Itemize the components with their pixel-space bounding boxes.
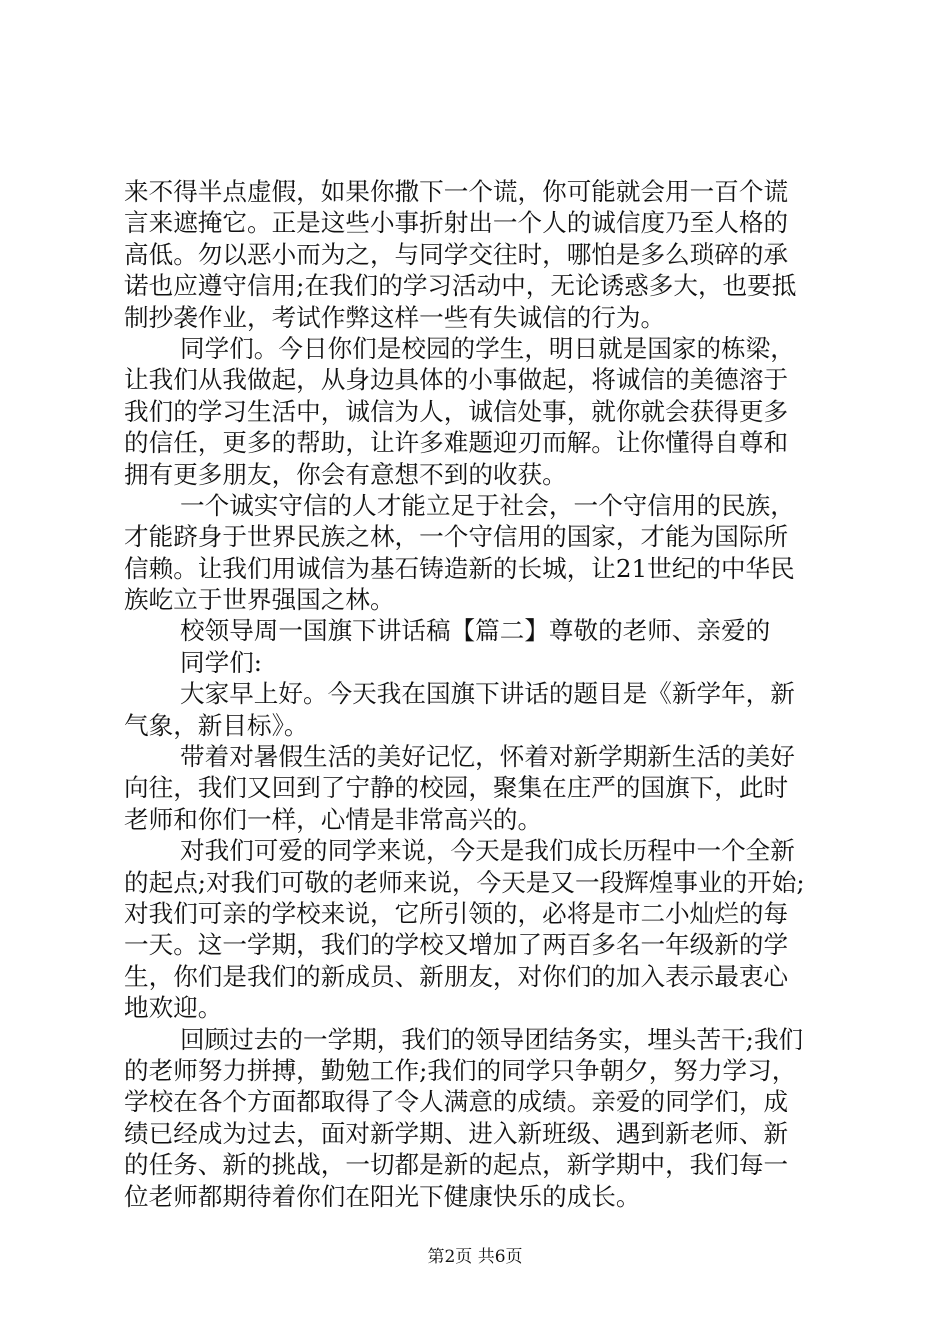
text-line: 的任务、新的挑战，一切都是新的起点，新学期中，我们每一 — [124, 1150, 789, 1180]
text-line: 高低。勿以恶小而为之，与同学交往时，哪怕是多么琐碎的承 — [124, 239, 789, 269]
text-line: 的信任，更多的帮助，让许多难题迎刃而解。让你懂得自尊和 — [124, 428, 789, 458]
text-line: 诺也应遵守信用;在我们的学习活动中，无论诱惑多大，也要抵 — [124, 271, 797, 301]
text-line: 回顾过去的一学期，我们的领导团结务实，埋头苦干;我们 — [180, 1024, 804, 1054]
text-line: 地欢迎。 — [124, 993, 223, 1023]
text-line: 学校在各个方面都取得了令人满意的成绩。亲爱的同学们，成 — [124, 1087, 789, 1117]
text-line: 让我们从我做起，从身边具体的小事做起，将诚信的美德溶于 — [124, 365, 789, 395]
text-line: 言来遮掩它。正是这些小事折射出一个人的诚信度乃至人格的 — [124, 208, 789, 238]
text-line: 一个诚实守信的人才能立足于社会，一个守信用的民族， — [180, 490, 795, 520]
salutation-line: 同学们: — [180, 647, 263, 677]
text-line: 位老师都期待着你们在阳光下健康快乐的成长。 — [124, 1181, 641, 1211]
text-line: 对我们可爱的同学来说，今天是我们成长历程中一个全新 — [180, 836, 795, 866]
text-line: 的老师努力拼搏，勤勉工作;我们的同学只争朝夕，努力学习， — [124, 1055, 797, 1085]
text-line: 绩已经成为过去，面对新学期、进入新班级、遇到新老师、新 — [124, 1118, 789, 1148]
text-line: 才能跻身于世界民族之林，一个守信用的国家，才能为国际所 — [124, 522, 789, 552]
text-line: 一天。这一学期，我们的学校又增加了两百多名一年级新的学 — [124, 930, 789, 960]
text-line: 生，你们是我们的新成员、新朋友，对你们的加入表示最衷心 — [124, 961, 789, 991]
text-line: 来不得半点虚假，如果你撒下一个谎，你可能就会用一百个谎 — [124, 177, 789, 206]
body-text — [124, 176, 844, 1212]
section-heading-line: 校领导周一国旗下讲话稿【篇二】尊敬的老师、亲爱的 — [180, 616, 771, 646]
text-line: 向往，我们又回到了宁静的校园，聚集在庄严的国旗下，此时 — [124, 773, 789, 803]
text-line: 大家早上好。今天我在国旗下讲话的题目是《新学年，新 — [180, 679, 795, 709]
text-line: 我们的学习生活中，诚信为人，诚信处事，就你就会获得更多 — [124, 396, 789, 426]
text-line: 信赖。让我们用诚信为基石铸造新的长城，让21世纪的中华民 — [124, 553, 795, 583]
text-line: 带着对暑假生活的美好记忆，怀着对新学期新生活的美好 — [180, 742, 795, 772]
text-line: 老师和你们一样，心情是非常高兴的。 — [124, 804, 543, 834]
text-line: 对我们可亲的学校来说，它所引领的，必将是市二小灿烂的每 — [124, 898, 789, 928]
text-line: 族屹立于世界强国之林。 — [124, 585, 395, 615]
page-number-footer: 第2页 共6页 — [427, 1247, 523, 1267]
text-line: 拥有更多朋友，你会有意想不到的收获。 — [124, 459, 567, 489]
text-line: 制抄袭作业，考试作弊这样一些有失诚信的行为。 — [124, 302, 666, 332]
text-line: 同学们。今日你们是校园的学生，明日就是国家的栋梁， — [180, 333, 795, 363]
text-line: 气象，新目标》。 — [124, 710, 309, 740]
text-line: 的起点;对我们可敬的老师来说，今天是又一段辉煌事业的开始; — [124, 867, 805, 897]
